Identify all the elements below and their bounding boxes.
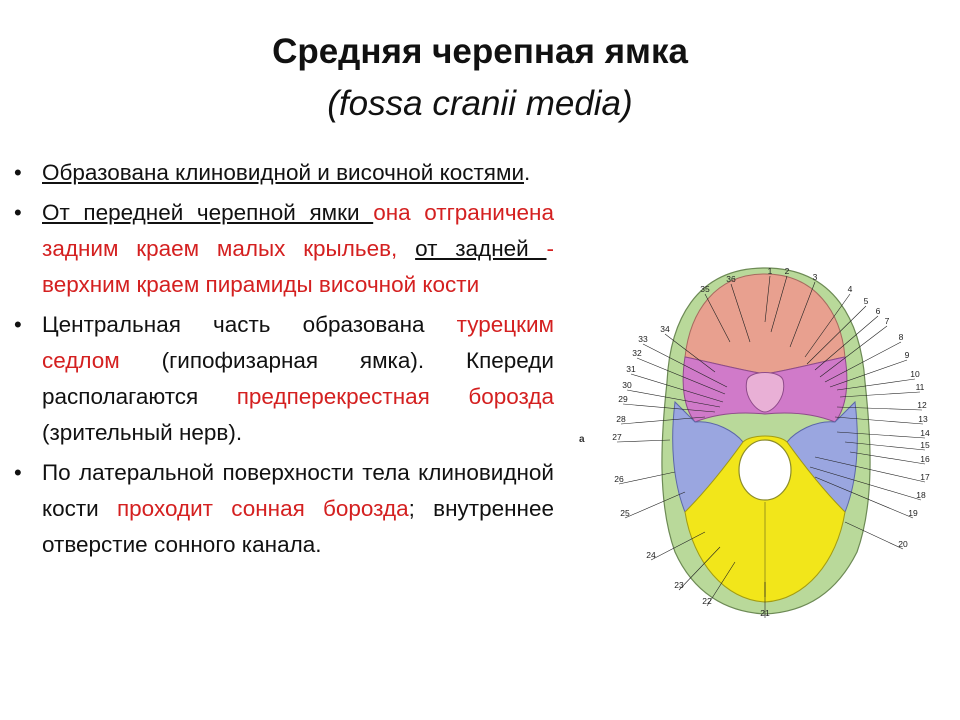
label-number: 22 [702,596,712,606]
label-number: 20 [898,539,908,549]
bullet-item [14,307,554,451]
label-number: 6 [875,306,881,316]
bullet-list [14,155,554,567]
bullet-text-part: От передней черепной ямки [42,200,374,225]
label-number: 23 [674,580,684,590]
label-number: 30 [622,380,632,390]
label-number: 7 [884,316,890,326]
label-number: 33 [638,334,648,344]
bullet-text-part: (гипофизарная ямка). Кпереди располагаются [42,348,554,409]
label-number: 18 [916,490,926,500]
bullet-text-part: Образована клиновидной и височной костями [42,160,525,185]
label-number: 17 [920,472,930,482]
label-number: 36 [726,274,736,284]
label-number: 21 [760,608,770,618]
bullet-text-part: проходит сонная борозда [116,496,409,521]
label-number: 13 [918,414,928,424]
bullet-text-part: - верхним краем пирамиды височной кости [42,236,554,297]
slide-subtitle: (fossa cranii media) [327,84,633,123]
bullet-dot: • [14,460,22,485]
label-number: 31 [626,364,636,374]
label-number: 15 [920,440,930,450]
label-number: 2 [784,266,790,276]
bullet-text-part: предперекрестная борозда [236,384,554,409]
skull-base-diagram [575,262,955,632]
bullet-text-part: она отграничена задним краем малых крыльев, [42,200,554,261]
label-number: 4 [847,284,853,294]
label-number: 29 [618,394,628,404]
label-number: 24 [646,550,656,560]
label-number: 32 [632,348,642,358]
label-number: 3 [812,272,818,282]
bullet-dot: • [14,160,22,185]
slide-title: Средняя черепная ямка [272,32,688,71]
bullet-item [14,155,554,191]
label-number: 16 [920,454,930,464]
skull-base-illustration [575,262,955,632]
bullet-item [14,455,554,563]
diagram-side-label: a [579,434,585,445]
label-number: 19 [908,508,918,518]
bullet-text-part: ; внутреннее отверстие сонного канала. [42,496,554,557]
bullet-text-part: . [524,160,531,185]
bullet-text-part: от задней [415,236,547,261]
label-number: 27 [612,432,622,442]
label-number: 8 [898,332,904,342]
foramen-magnum [739,440,791,500]
label-number: 35 [700,284,710,294]
label-number: 25 [620,508,630,518]
label-number: 1 [767,266,773,276]
label-number: 12 [917,400,927,410]
bullet-text-part: (зрительный нерв). [42,420,243,445]
label-number: 28 [616,414,626,424]
label-number: 34 [660,324,670,334]
label-number: 10 [910,369,920,379]
bullet-text-part: турецким седлом [42,312,554,373]
bullet-text-part: По латеральной поверхности тела клиновидной кости [42,460,554,521]
label-number: 11 [915,382,925,392]
label-number: 9 [904,350,910,360]
label-number: 14 [920,428,930,438]
bullet-item [14,195,554,303]
label-number: 5 [863,296,869,306]
bullet-dot: • [14,200,22,225]
label-number: 26 [614,474,624,484]
bullet-text-part: Центральная часть образована [42,312,457,337]
bullet-dot: • [14,312,22,337]
